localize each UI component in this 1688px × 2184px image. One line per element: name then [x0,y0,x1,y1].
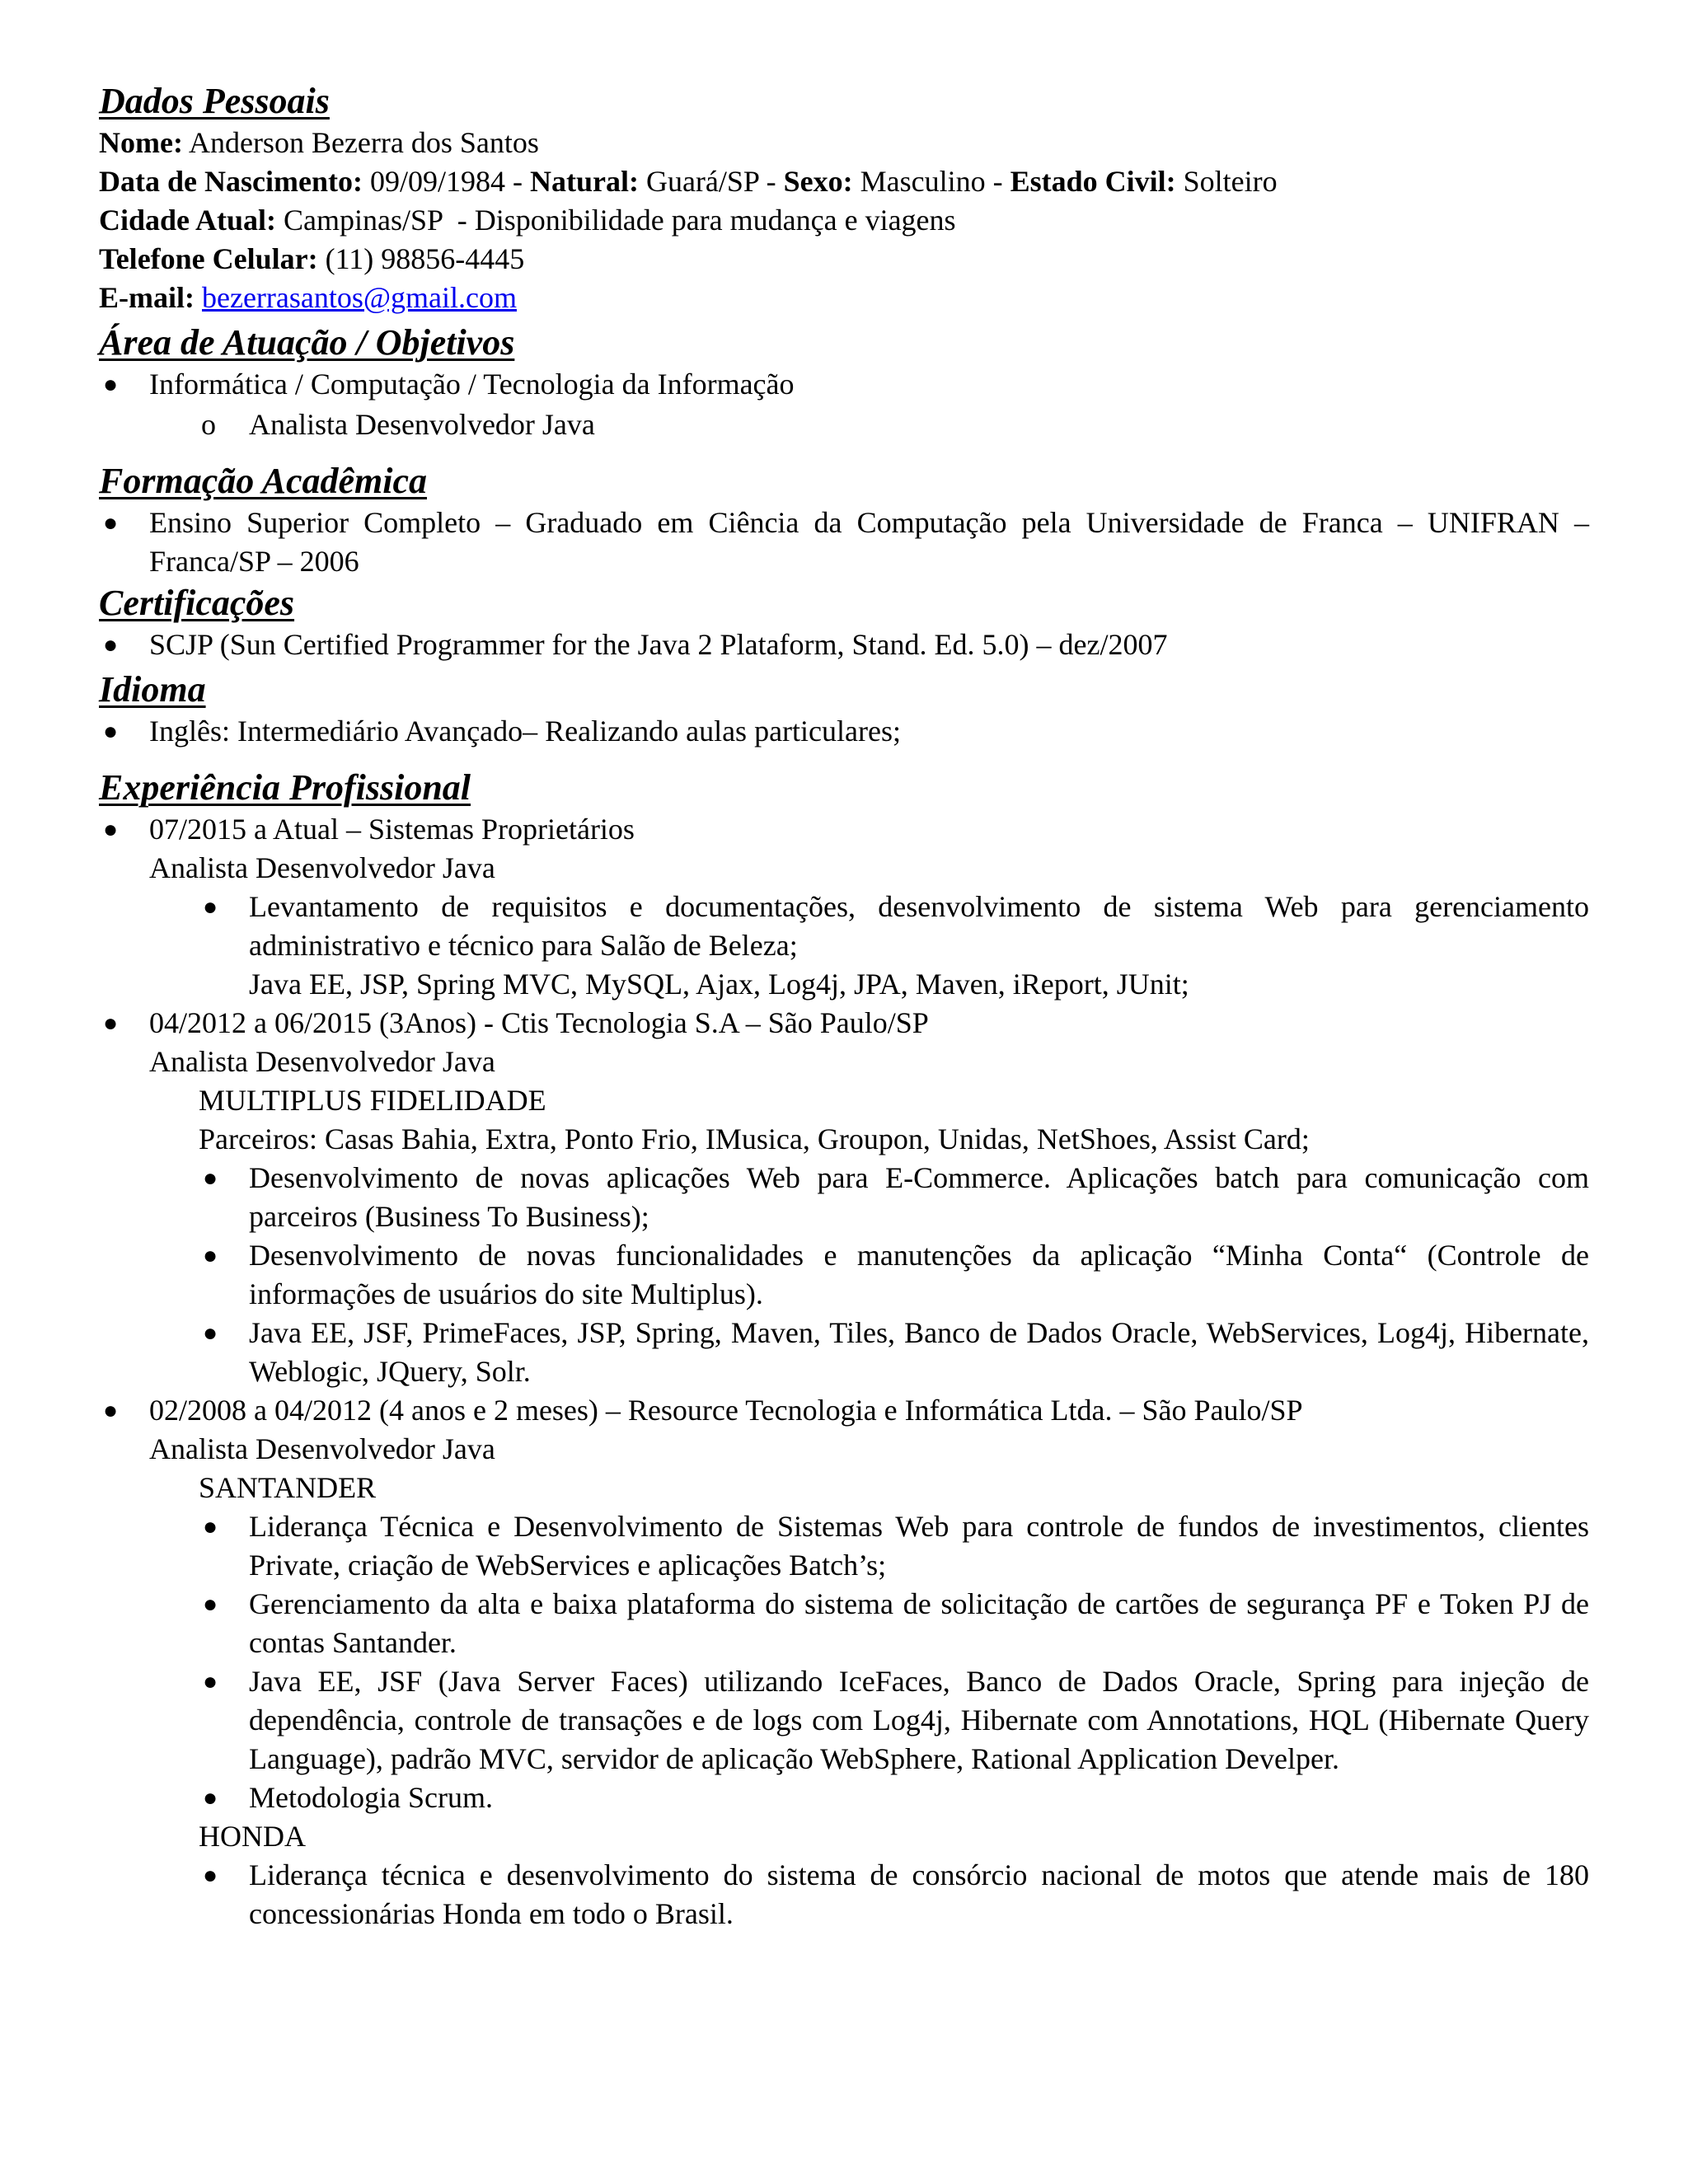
language-section [99,668,1589,751]
bullet-icon: ● [103,509,119,537]
list-item [99,626,1589,664]
name-value: Anderson Bezerra dos Santos [188,126,539,159]
job-bullet: Liderança Técnica e Desenvolvimento de Sistemas Web para controle de fundos de investimentos, clientes Private, criação de WebServices e aplicações Batch’s; [249,1510,1589,1582]
bullet-icon: ● [203,1591,218,1618]
language-item: Inglês: Intermediário Avançado– Realizando aulas particulares; [149,715,901,748]
list-item [99,1662,1589,1779]
job-entry [99,810,1589,849]
civil-value: Solteiro [1183,165,1278,198]
job-bullet: Desenvolvimento de novas funcionalidades e manutenções da aplicação “Minha Conta“ (Controle de informações de usuários do site Multiplus). [249,1239,1589,1310]
job-bullet: Levantamento de requisitos e documentações, desenvolvimento de sistema Web para gerenciamento administrativo e técnico para Salão de Beleza; [249,890,1589,962]
objectives-section [99,321,1589,444]
email-link[interactable]: bezerrasantos@gmail.com [201,281,517,314]
natural-label: Natural: [529,165,639,198]
job-bullet: Java EE, JSF, PrimeFaces, JSP, Spring, Maven, Tiles, Banco de Dados Oracle, WebServices, Log4j, Hibernate, Weblogic, JQuery, Solr. [249,1316,1589,1388]
bullet-icon: ● [203,1668,218,1695]
job-bullet: Liderança técnica e desenvolvimento do sistema de consórcio nacional de motos que atende mais de 180 concessionárias Honda em todo o Brasil. [249,1858,1589,1930]
experience-section [99,766,1589,1933]
list-item [99,888,1589,965]
phone-value: (11) 98856-4445 [325,242,525,275]
bullet-icon: ● [103,371,119,398]
list-item [99,365,1589,404]
list-item [99,1779,1589,1817]
job-bullet: Metodologia Scrum. [249,1781,493,1814]
bullet-icon: ● [203,1242,218,1269]
education-section [99,459,1589,581]
job-role: Analista Desenvolvedor Java [149,851,495,884]
certifications-section [99,581,1589,664]
city-line [99,201,1589,240]
bullet-icon: ● [203,1784,218,1811]
education-item: Ensino Superior Completo – Graduado em Ciência da Computação pela Universidade de Franca – UNIFRAN – Franca/SP – 2006 [149,506,1589,578]
job-period: 04/2012 a 06/2015 (3Anos) - Ctis Tecnologia S.A – São Paulo/SP [149,1006,929,1039]
bullet-icon: ● [103,718,119,745]
bullet-icon: ● [203,1862,218,1889]
bullet-icon: ● [103,631,119,658]
job-bullet: Gerenciamento da alta e baixa plataforma do sistema de solicitação de cartões de segurança PF e Token PJ de contas Santander. [249,1587,1589,1659]
list-item [99,1507,1589,1585]
job-bullet: Desenvolvimento de novas aplicações Web para E-Commerce. Aplicações batch para comunicação com parceiros (Business To Business); [249,1161,1589,1233]
bullet-icon: ● [203,1165,218,1192]
job-entry [99,1391,1589,1430]
list-item [99,1236,1589,1314]
name-label: Nome: [99,126,183,159]
job-partners: Parceiros: Casas Bahia, Extra, Ponto Frio, IMusica, Groupon, Unidas, NetShoes, Assist Card; [199,1122,1310,1155]
phone-line [99,240,1589,279]
job-project: MULTIPLUS FIDELIDADE [199,1084,546,1117]
certifications-heading: Certificações [99,583,295,623]
list-item [99,1314,1589,1391]
education-heading: Formação Acadêmica [99,461,427,501]
job-project: SANTANDER [199,1471,377,1504]
civil-label: Estado Civil: [1010,165,1176,198]
email-line [99,279,1589,317]
certification-item: SCJP (Sun Certified Programmer for the Java 2 Plataform, Stand. Ed. 5.0) – dez/2007 [149,628,1168,661]
phone-label: Telefone Celular: [99,242,318,275]
personal-section [99,79,1589,317]
birth-line: Data de Nascimento: 09/09/1984 - Natural: Guará/SP - Sexo: Masculino - Estado Civil: Solteiro [99,165,1278,198]
job-tech: Java EE, JSP, Spring MVC, MySQL, Ajax, Log4j, JPA, Maven, iReport, JUnit; [249,968,1189,1001]
bullet-icon: ● [203,893,218,921]
city-value: Campinas/SP - Disponibilidade para mudança e viagens [284,204,956,237]
list-item [99,504,1589,581]
experience-heading: Experiência Profissional [99,767,471,808]
job-period: 02/2008 a 04/2012 (4 anos e 2 meses) – Resource Tecnologia e Informática Ltda. – São Paulo/SP [149,1394,1303,1427]
bullet-icon: ● [203,1513,218,1540]
job-project: HONDA [199,1820,306,1853]
language-heading: Idioma [99,669,206,710]
bullet-icon: ● [203,1319,218,1347]
personal-heading: Dados Pessoais [99,81,330,121]
list-item [99,1856,1589,1933]
job-entry [99,1004,1589,1043]
email-label: E-mail: [99,281,195,314]
objective-item: Informática / Computação / Tecnologia da Informação [149,368,795,401]
list-item [99,712,1589,751]
sex-value: Masculino [860,165,986,198]
name-line [99,124,1589,162]
sex-label: Sexo: [783,165,853,198]
bullet-icon: ● [103,1010,119,1037]
list-item [99,405,1589,444]
job-bullet: Java EE, JSF (Java Server Faces) utilizando IceFaces, Banco de Dados Oracle, Spring para injeção de dependência, controle de transações e de logs com Log4j, Hibernate com Annotations, HQL (Hibernate Query Language), padrão MVC, servidor de aplicação WebSphere, Rational Application Develper. [249,1665,1589,1775]
job-period: 07/2015 a Atual – Sistemas Proprietários [149,813,635,846]
list-item [99,1585,1589,1662]
bullet-icon: ● [103,816,119,843]
birth-label: Data de Nascimento: [99,165,363,198]
list-item [99,1159,1589,1236]
objectives-heading: Área de Atuação / Objetivos [99,322,515,363]
objective-sub-item: Analista Desenvolvedor Java [249,408,595,441]
birth-value: 09/09/1984 [369,165,505,198]
city-label: Cidade Atual: [99,204,277,237]
job-role: Analista Desenvolvedor Java [149,1045,495,1078]
bullet-icon: ● [103,1397,119,1424]
natural-value: Guará/SP [645,165,759,198]
job-role: Analista Desenvolvedor Java [149,1432,495,1465]
circle-bullet-icon: o [201,408,216,441]
